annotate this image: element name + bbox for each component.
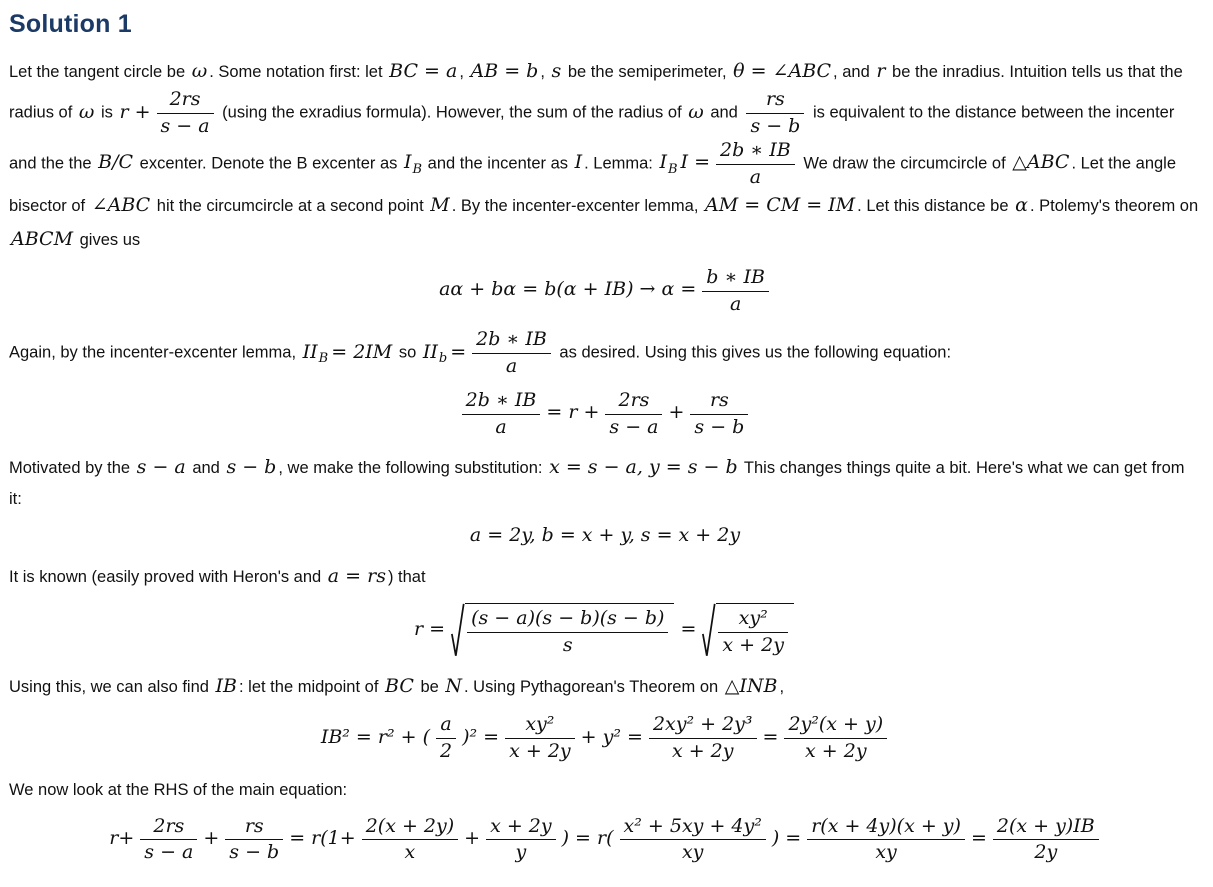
fraction-numerator: xy² (718, 607, 788, 633)
radicand (716, 603, 794, 658)
fraction-denominator: x + 2y (722, 634, 784, 657)
math-segment: = r(1+ (289, 827, 356, 850)
math-segment: α (1015, 194, 1028, 217)
fraction (225, 815, 283, 866)
text-segment: , (779, 677, 785, 696)
math-segment: ∠ABC (91, 194, 151, 217)
math-segment: + y² = (580, 725, 643, 748)
fraction-numerator: xy² (505, 713, 575, 739)
math-segment: ω (688, 100, 704, 123)
math-segment: ω (191, 60, 208, 82)
math-segment: r = (414, 617, 446, 640)
math-segment: △INB (724, 674, 778, 697)
math-segment: aα + bα = b(α + IB) → α = (439, 278, 697, 301)
math-segment: M (430, 194, 450, 217)
fraction (605, 389, 662, 440)
fraction (784, 713, 887, 764)
text-segment: . Lemma: (584, 154, 658, 173)
fraction-denominator: s − a (160, 115, 210, 137)
fraction (140, 815, 197, 866)
paragraph (9, 55, 1201, 256)
display-equation (9, 815, 1201, 866)
fraction-numerator: a (436, 713, 456, 739)
math-segment: r + (119, 100, 151, 123)
math-segment: BC = a (389, 60, 458, 82)
math-segment: r+ (109, 827, 135, 850)
math-segment: ) = (771, 827, 802, 850)
math-segment: ABCM (11, 227, 74, 250)
fraction-numerator: 2(x + 2y) (362, 815, 458, 841)
display-equation (9, 266, 1201, 317)
text-segment: hit the circumcircle at a second point (152, 197, 429, 216)
text-segment: gives us (75, 230, 141, 249)
math-subscript: B (667, 161, 678, 177)
math-segment: a = rs (327, 565, 386, 588)
text-segment: be the inradius. Intuition tells us that the radius of (9, 63, 1183, 122)
text-segment: be (415, 677, 444, 696)
fraction-numerator: 2rs (140, 815, 197, 841)
fraction (486, 815, 556, 866)
text-segment: be the semiperimeter, (563, 63, 732, 81)
text-segment: ) that (387, 568, 426, 587)
fraction-denominator: s − a (609, 415, 659, 438)
text-segment: , (540, 63, 550, 81)
math-segment: s − b (226, 456, 277, 479)
paragraph (9, 451, 1201, 513)
text-segment: We now look at the RHS of the main equation: (9, 780, 348, 799)
fraction-denominator: a (495, 415, 507, 438)
text-segment: and (187, 459, 225, 478)
text-segment: . Some notation first: let (209, 63, 388, 81)
fraction (472, 328, 551, 379)
math-segment: I (659, 151, 667, 174)
page-title: Solution 1 (9, 10, 132, 38)
fraction-numerator: 2b ∗ IB (716, 139, 795, 165)
fraction (702, 266, 769, 317)
fraction-denominator: 2y (1034, 841, 1058, 864)
fraction (649, 713, 757, 764)
math-segment: s (551, 60, 562, 82)
text-segment: is (96, 103, 118, 122)
fraction-numerator: x² + 5xy + 4y² (620, 815, 766, 841)
fraction (807, 815, 965, 866)
display-equation (9, 389, 1201, 440)
text-segment: . Using Pythagorean's Theorem on (464, 677, 723, 696)
math-segment: x = s − a, y = s − b (549, 456, 738, 479)
math-segment: N (445, 674, 463, 697)
text-segment: excenter. Denote the B excenter as (135, 154, 402, 173)
fraction-denominator: x + 2y (805, 739, 867, 762)
math-segment: = (680, 617, 697, 640)
display-equation (9, 523, 1201, 548)
text-segment: Let the tangent circle be (9, 63, 190, 81)
fraction-denominator: x (404, 841, 416, 864)
text-segment: , and (833, 63, 875, 81)
fraction-denominator: s − a (144, 841, 194, 864)
fraction-numerator: rs (690, 389, 748, 415)
fraction (716, 139, 795, 190)
paragraph (9, 776, 1201, 805)
fraction-denominator: 2 (440, 739, 453, 762)
fraction-numerator: 2xy² + 2y³ (649, 713, 757, 739)
math-segment: I (404, 151, 412, 174)
paragraph (9, 328, 1201, 379)
math-segment: AM = CM = IM (705, 194, 856, 217)
fraction-numerator: 2(x + y)IB (993, 815, 1099, 841)
math-segment: I = (680, 151, 711, 174)
math-segment: + (668, 401, 685, 424)
math-segment: △ABC (1012, 151, 1070, 174)
math-segment: = (450, 340, 467, 363)
fraction (157, 88, 214, 139)
math-segment: II (422, 340, 438, 363)
fraction (993, 815, 1099, 866)
math-segment: + (203, 827, 220, 850)
text-segment: as desired. Using this gives us the following equation: (554, 343, 952, 362)
fraction-numerator: b ∗ IB (702, 266, 769, 292)
text-segment: . By the incenter-excenter lemma, (451, 197, 704, 216)
fraction (467, 607, 668, 658)
fraction (690, 389, 748, 440)
math-segment: + (464, 827, 481, 850)
fraction-denominator: a (729, 292, 742, 315)
fraction-numerator: 2rs (157, 88, 214, 114)
text-segment: . Ptolemy's theorem on (1029, 197, 1199, 216)
fraction-denominator: s − b (229, 841, 280, 864)
fraction-denominator: a (505, 355, 518, 377)
square-root (702, 603, 794, 658)
text-segment: , (459, 63, 469, 81)
text-segment: so (394, 343, 421, 362)
math-subscript: B (318, 351, 329, 367)
math-segment: BC (385, 674, 414, 697)
fraction-numerator: rs (225, 815, 283, 841)
math-segment: = (970, 827, 987, 850)
fraction-denominator: s − b (694, 415, 745, 438)
math-segment: a = 2y, b = x + y, s = x + 2y (469, 524, 741, 547)
fraction (718, 607, 788, 658)
fraction (620, 815, 766, 866)
math-segment: = (762, 725, 779, 748)
fraction-denominator: xy (875, 841, 897, 864)
math-segment: θ = ∠ABC (733, 60, 832, 82)
fraction-denominator: x + 2y (509, 739, 571, 762)
fraction-denominator: x + 2y (671, 739, 734, 762)
solution-content (9, 55, 1201, 865)
text-segment: and (705, 103, 743, 122)
text-segment: Motivated by the (9, 459, 135, 478)
fraction-numerator: (s − a)(s − b)(s − b) (467, 607, 668, 633)
math-segment: II (302, 340, 318, 363)
math-segment: IB (215, 674, 237, 697)
fraction-denominator: xy (681, 841, 704, 864)
math-segment: IB² = r² + ( (320, 725, 431, 748)
fraction (362, 815, 458, 866)
math-segment: = 2IM (331, 340, 393, 363)
fraction (505, 713, 575, 764)
text-segment: Using this, we can also find (9, 677, 214, 696)
display-equation (9, 603, 1201, 658)
math-segment: AB = b (470, 60, 539, 82)
radical-icon (702, 603, 716, 658)
math-segment: ) = r( (561, 827, 614, 850)
text-segment: : let the midpoint of (239, 677, 383, 696)
display-equation (9, 713, 1201, 764)
math-segment: ω (78, 100, 95, 123)
text-segment: Again, by the incenter-excenter lemma, (9, 343, 301, 362)
fraction-numerator: x + 2y (486, 815, 556, 841)
math-segment: r (876, 60, 886, 82)
math-segment: = r + (546, 401, 600, 424)
math-segment: )² = (462, 725, 500, 748)
math-subscript: b (438, 351, 448, 367)
text-segment: It is known (easily proved with Heron's and (9, 568, 326, 587)
math-segment: B/C (98, 151, 134, 174)
text-segment: . Let this distance be (857, 197, 1014, 216)
radicand (465, 603, 674, 658)
fraction-numerator: 2y²(x + y) (784, 713, 887, 739)
fraction (436, 713, 456, 764)
fraction-numerator: 2b ∗ IB (472, 328, 551, 354)
text-segment: and the incenter as (423, 154, 573, 173)
fraction (746, 88, 804, 139)
fraction-denominator: a (749, 165, 762, 188)
text-segment: , we make the following substitution: (278, 459, 548, 478)
text-segment: (using the exradius formula). However, the sum of the radius of (217, 103, 687, 122)
text-segment: . Let the angle bisector of (9, 154, 1177, 216)
fraction-denominator: s − b (750, 115, 801, 137)
fraction-numerator: 2b ∗ IB (462, 389, 541, 415)
math-segment: s − a (136, 456, 186, 479)
radical-icon (451, 603, 465, 658)
fraction-denominator: y (515, 841, 527, 864)
fraction-numerator: 2rs (605, 389, 662, 415)
text-segment: We draw the circumcircle of (798, 154, 1011, 173)
square-root (451, 603, 674, 658)
fraction-numerator: r(x + 4y)(x + y) (807, 815, 965, 841)
paragraph (9, 560, 1201, 593)
paragraph (9, 670, 1201, 703)
math-segment: I (574, 151, 583, 174)
text-segment: is equivalent to the distance between the incenter and the the (9, 103, 1175, 173)
math-subscript: B (412, 161, 423, 177)
fraction-denominator: s (562, 634, 573, 657)
fraction (462, 389, 541, 440)
fraction-numerator: rs (746, 88, 804, 114)
text-segment: This changes things quite a bit. Here's what we can get from it: (9, 459, 1185, 508)
